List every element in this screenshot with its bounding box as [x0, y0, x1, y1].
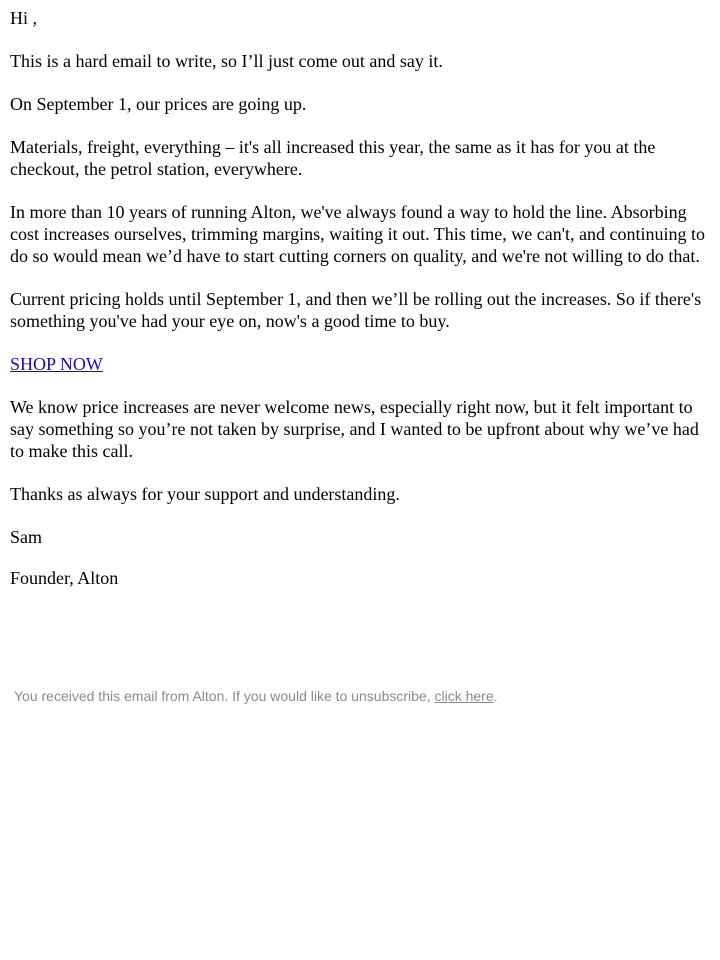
unsubscribe-link[interactable]: click here	[434, 688, 494, 704]
signature-title: Founder, Alton	[10, 568, 119, 588]
footer-suffix: .	[493, 688, 498, 704]
cta-wrapper	[10, 353, 710, 375]
paragraph-explanation: We know price increases are never welcome news, especially right now, but it felt important to say something so you’re not taken by surprise, and I wanted to be upfront about why we’ve had to make this call.	[10, 397, 699, 461]
paragraph-intro: This is a hard email to write, so I’ll just come out and say it.	[10, 51, 443, 71]
email-body	[10, 7, 710, 610]
footer-text: You received this email from Alton. If you would like to unsubscribe,	[14, 688, 435, 704]
greeting: Hi ,	[10, 8, 37, 28]
paragraph-timing: Current pricing holds until September 1, and then we’ll be rolling out the increases. So if there's something you've had your eye on, now's a good time to buy.	[10, 289, 702, 331]
signature-name: Sam	[10, 527, 43, 547]
paragraph-thanks: Thanks as always for your support and understanding.	[10, 484, 400, 504]
paragraph-announcement: On September 1, our prices are going up.	[10, 94, 307, 114]
shop-now-link[interactable]: SHOP NOW	[10, 354, 103, 374]
unsubscribe-footer	[14, 687, 714, 705]
paragraph-costs: Materials, freight, everything – it's all increased this year, the same as it has for you at the checkout, the petrol station, everywhere.	[10, 137, 656, 179]
paragraph-history: In more than 10 years of running Alton, we've always found a way to hold the line. Absorbing cost increases ourselves, trimming margins, waiting it out. This time, we can't, and continuing to do so would mean we’d have to start cutting corners on quality, and we're not willing to do that.	[10, 202, 705, 266]
